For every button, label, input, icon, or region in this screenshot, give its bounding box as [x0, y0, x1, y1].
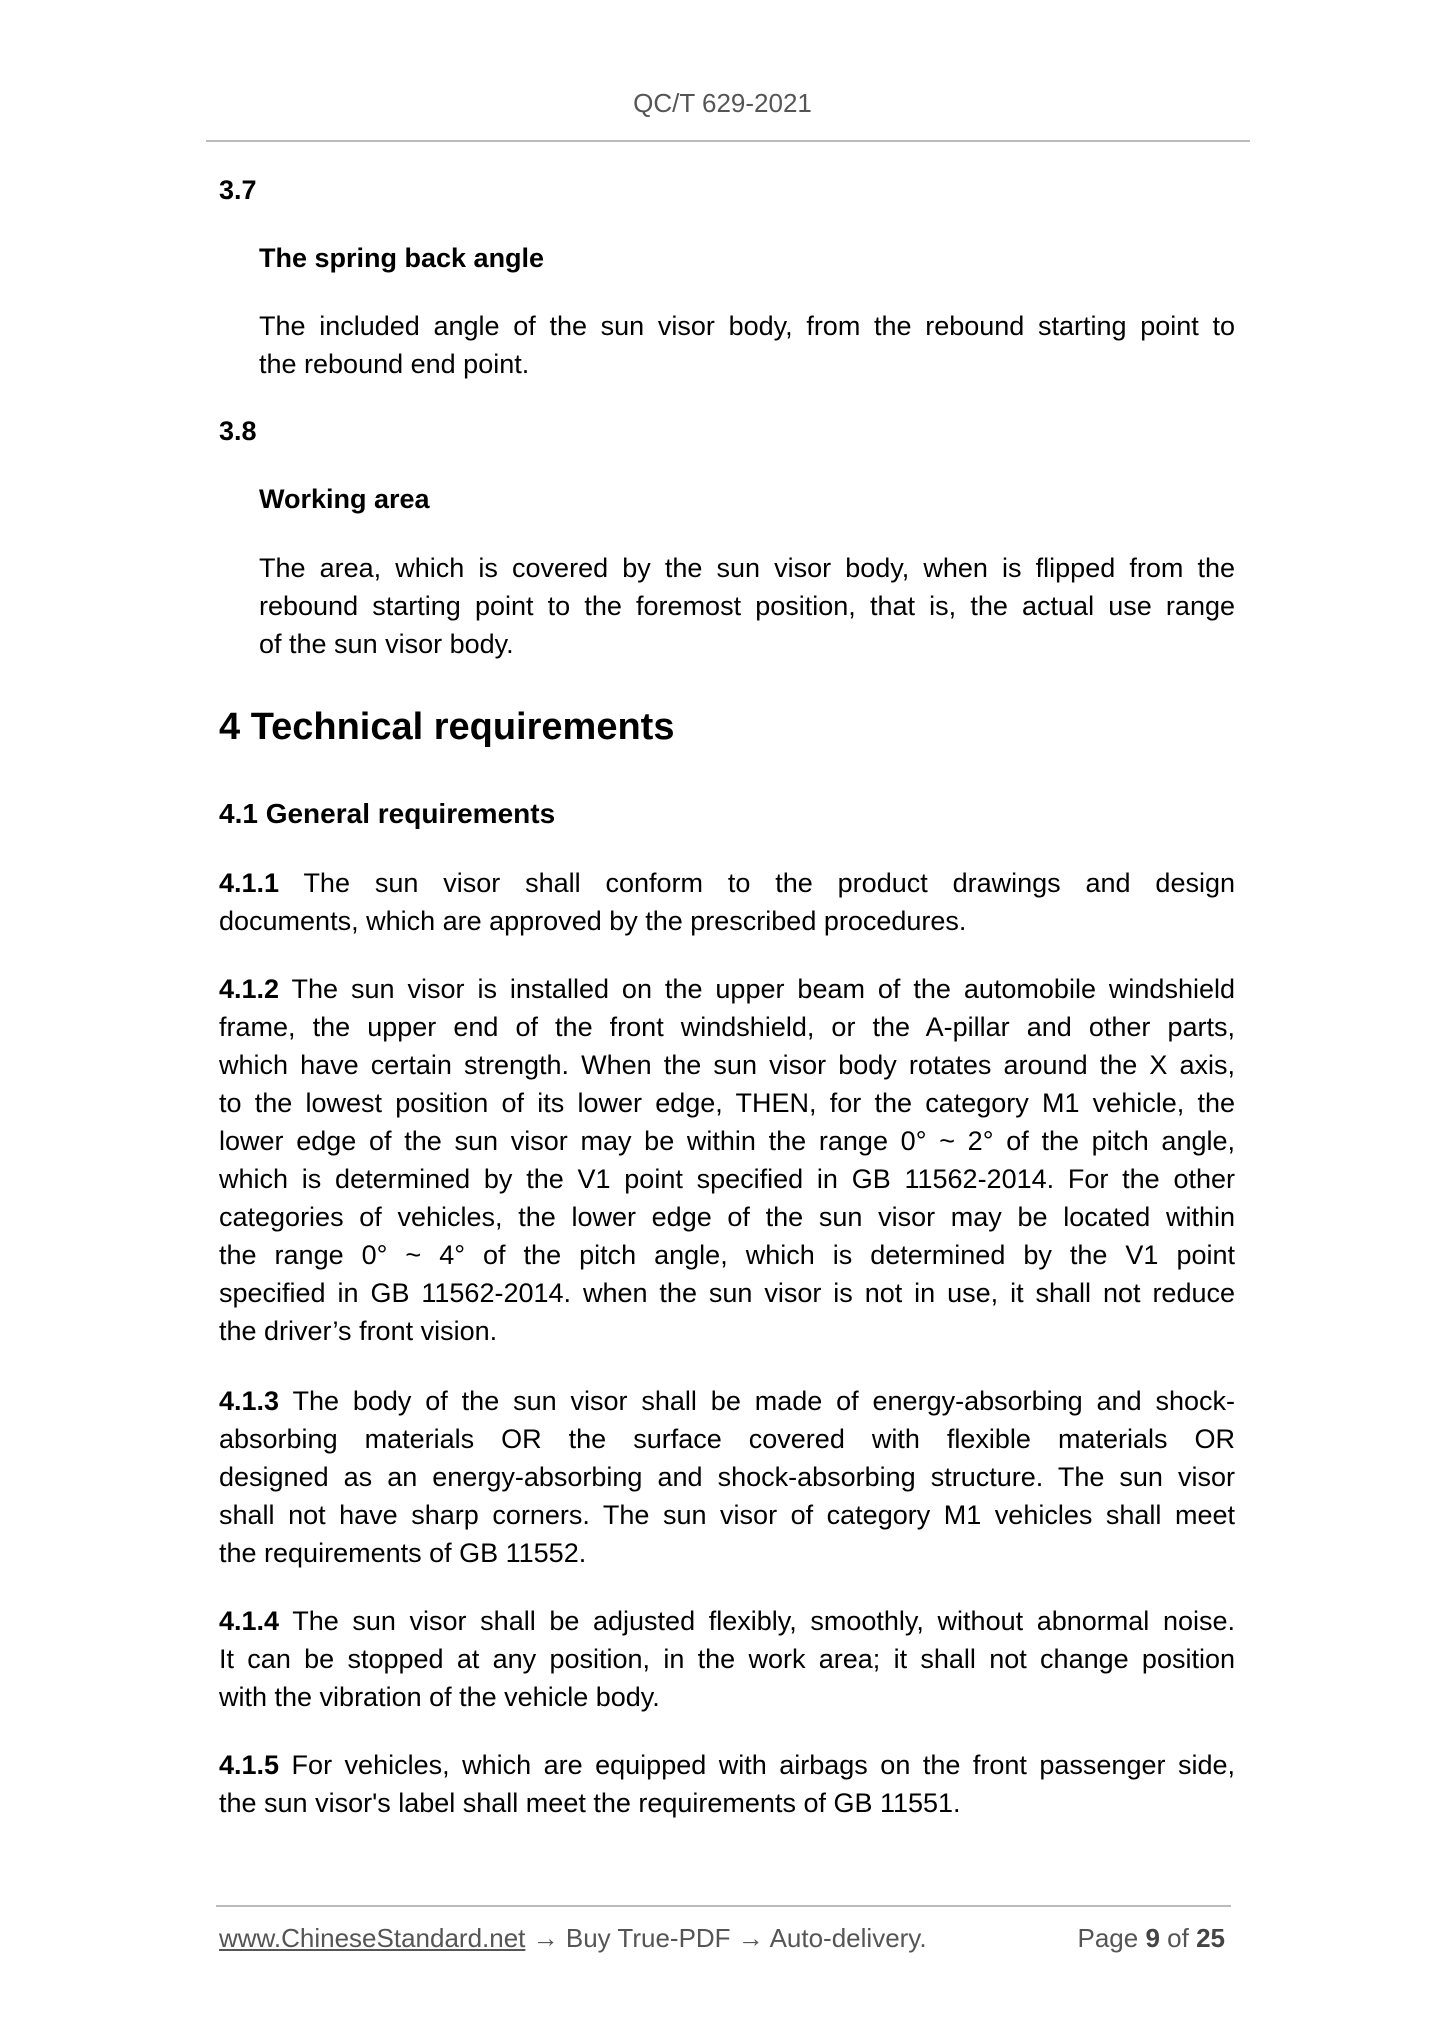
text-line: the range 0° ~ 4° of the pitch angle, which is determined by the V1 point — [219, 1240, 1235, 1270]
clause — [219, 864, 1235, 940]
section-number: 3.7 — [219, 175, 257, 205]
text-line: the sun visor's label shall meet the requirements of GB 11551. — [219, 1788, 961, 1818]
clause — [219, 1382, 1235, 1572]
text-line: the rebound end point. — [259, 349, 530, 379]
clause-number: 4.1.4 — [219, 1606, 280, 1636]
clause-number: 4.1.1 — [219, 868, 280, 898]
page-label: Page — [1077, 1923, 1139, 1953]
footer-promo — [219, 1923, 927, 1954]
text-line: shall not have sharp corners. The sun visor of category M1 vehicles shall meet — [219, 1500, 1235, 1530]
text-line: which have certain strength. When the sun visor body rotates around the X axis, — [219, 1050, 1235, 1080]
text-line: 4.1.3 The body of the sun visor shall be made of energy-absorbing and shock- — [219, 1386, 1235, 1416]
clause — [219, 1746, 1235, 1822]
section-number: 3.8 — [219, 416, 257, 446]
page-total: 25 — [1196, 1923, 1225, 1953]
text-line: frame, the upper end of the front windshield, or the A-pillar and other parts, — [219, 1012, 1235, 1042]
term-title: The spring back angle — [259, 243, 545, 273]
chapter-heading: 4 Technical requirements — [219, 706, 675, 748]
text-line: rebound starting point to the foremost position, that is, the actual use range — [259, 591, 1235, 621]
text-line: designed as an energy-absorbing and shock-absorbing structure. The sun visor — [219, 1462, 1235, 1492]
text-line: to the lowest position of its lower edge, THEN, for the category M1 vehicle, the — [219, 1088, 1235, 1118]
page-number: 9 — [1145, 1923, 1160, 1953]
text-line: The included angle of the sun visor body, from the rebound starting point to — [259, 311, 1235, 341]
text-line: The area, which is covered by the sun visor body, when is flipped from the — [259, 553, 1235, 583]
text-line: with the vibration of the vehicle body. — [219, 1682, 660, 1712]
text-line: lower edge of the sun visor may be within the range 0° ~ 2° of the pitch angle, — [219, 1126, 1235, 1156]
text-line: 4.1.2 The sun visor is installed on the upper beam of the automobile windshield — [219, 974, 1235, 1004]
footer-tail: → Buy True-PDF → Auto-delivery. — [525, 1923, 927, 1953]
website-link[interactable]: www.ChineseStandard.net — [219, 1923, 526, 1953]
clause-number: 4.1.5 — [219, 1750, 280, 1780]
text-line: It can be stopped at any position, in the work area; it shall not change position — [219, 1644, 1235, 1674]
definition — [259, 307, 1235, 383]
text-line: categories of vehicles, the lower edge of the sun visor may be located within — [219, 1202, 1235, 1232]
text-line: absorbing materials OR the surface covered with flexible materials OR — [219, 1424, 1235, 1454]
term-title: Working area — [259, 484, 430, 514]
subsection-heading: 4.1 General requirements — [219, 798, 556, 829]
text-line: of the sun visor body. — [259, 629, 514, 659]
footer-rule — [216, 1905, 1231, 1907]
clause-number: 4.1.3 — [219, 1386, 280, 1416]
text-line: documents, which are approved by the prescribed procedures. — [219, 906, 967, 936]
document-header: QC/T 629-2021 — [633, 88, 812, 118]
of-label: of — [1167, 1923, 1189, 1953]
clause — [219, 970, 1235, 1350]
text-line: specified in GB 11562-2014. when the sun visor is not in use, it shall not reduce — [219, 1278, 1235, 1308]
header-rule — [206, 140, 1250, 142]
text-line: 4.1.5 For vehicles, which are equipped with airbags on the front passenger side, — [219, 1750, 1235, 1780]
text-line: 4.1.1 The sun visor shall conform to the product drawings and design — [219, 868, 1235, 898]
text-line: which is determined by the V1 point specified in GB 11562-2014. For the other — [219, 1164, 1235, 1194]
clause — [219, 1602, 1235, 1716]
text-line: the driver’s front vision. — [219, 1316, 498, 1346]
text-line: 4.1.4 The sun visor shall be adjusted flexibly, smoothly, without abnormal noise. — [219, 1606, 1235, 1636]
clause-number: 4.1.2 — [219, 974, 280, 1004]
text-line: the requirements of GB 11552. — [219, 1538, 587, 1568]
page-indicator — [1077, 1923, 1225, 1954]
definition — [259, 549, 1235, 663]
